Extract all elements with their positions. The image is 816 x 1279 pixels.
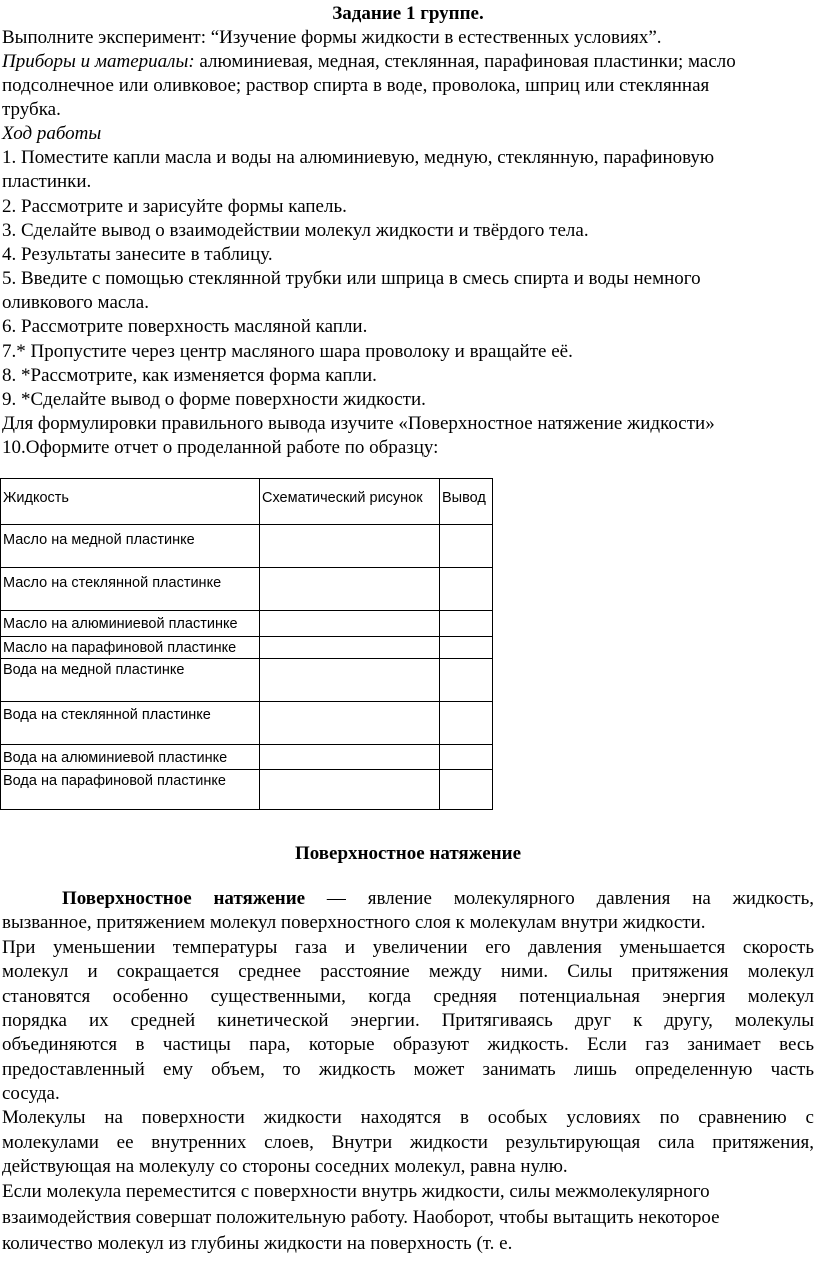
conclusion-cell [440, 568, 493, 611]
article-line: объединяются в частицы пара, которые образуют жидкость. Если газ занимает весь [2, 1034, 814, 1055]
table-row [1, 745, 493, 770]
drawing-cell [260, 525, 440, 568]
conclusion-cell [440, 611, 493, 637]
step-line: 6. Рассмотрите поверхность масляной капли. [2, 316, 368, 337]
drawing-cell [260, 770, 440, 810]
conclusion-cell [440, 770, 493, 810]
step-line: 10.Оформите отчет о проделанной работе по образцу: [2, 437, 439, 458]
drawing-cell [260, 568, 440, 611]
drawing-cell [260, 611, 440, 637]
procedure-label: Ход работы [2, 123, 102, 144]
table-row [1, 525, 493, 568]
liquid-cell: Вода на парафиновой пластинке [1, 770, 260, 810]
conclusion-cell [440, 702, 493, 745]
materials-line-2: подсолнечное или оливковое; раствор спирта в воде, проволока, шприц или стеклянная [2, 75, 710, 96]
step-line: 2. Рассмотрите и зарисуйте формы капель. [2, 196, 347, 217]
step-line: оливкового масла. [2, 292, 149, 313]
conclusion-cell [440, 637, 493, 659]
liquid-cell: Масло на стеклянной пластинке [1, 568, 260, 611]
conclusion-cell [440, 525, 493, 568]
report-table [0, 478, 493, 810]
article-line: молекулами ее внутренних слоев, Внутри жидкости результирующая сила притяжения, [2, 1132, 814, 1153]
drawing-cell [260, 702, 440, 745]
article-line: порядка их средней кинетической энергии. Притягиваясь друг к другу, молекулы [2, 1010, 814, 1031]
conclusion-cell [440, 745, 493, 770]
article-paragraph-1-line-2: вызванное, притяжением молекул поверхностного слоя к молекулам внутри жидкости. [2, 912, 706, 933]
table-header-row [1, 479, 493, 525]
article-line: Если молекула переместится с поверхности внутрь жидкости, силы межмолекулярного [2, 1181, 710, 1202]
article-line: действующая на молекулу со стороны соседних молекул, равна нулю. [2, 1156, 568, 1177]
step-line: 5. Введите с помощью стеклянной трубки или шприца в смесь спирта и воды немного [2, 268, 701, 289]
article-line: количество молекул из глубины жидкости на поверхность (т. е. [2, 1233, 513, 1254]
article-line: взаимодействия совершат положительную работу. Наоборот, чтобы вытащить некоторое [2, 1207, 720, 1228]
table-row [1, 568, 493, 611]
materials-label: Приборы и материалы: [2, 51, 195, 72]
step-line: 9. *Сделайте вывод о форме поверхности жидкости. [2, 389, 426, 410]
liquid-cell: Масло на медной пластинке [1, 525, 260, 568]
header-cell: Жидкость [1, 479, 260, 525]
liquid-cell: Вода на алюминиевой пластинке [1, 745, 260, 770]
drawing-cell [260, 659, 440, 702]
liquid-cell: Масло на алюминиевой пластинке [1, 611, 260, 637]
article-line: При уменьшении температуры газа и увеличении его давления уменьшается скорость [2, 937, 814, 958]
liquid-cell: Вода на медной пластинке [1, 659, 260, 702]
article-line: становятся особенно существенными, когда средняя потенциальная энергия молекул [2, 986, 814, 1007]
table-row [1, 611, 493, 637]
step-line: 8. *Рассмотрите, как изменяется форма капли. [2, 365, 377, 386]
materials-line-3: трубка. [2, 99, 61, 120]
term: Поверхностное натяжение [62, 888, 306, 909]
step-line: 1. Поместите капли масла и воды на алюминиевую, медную, стеклянную, парафиновую [2, 147, 715, 168]
liquid-cell: Вода на стеклянной пластинке [1, 702, 260, 745]
drawing-cell [260, 745, 440, 770]
section-title: Поверхностное натяжение [294, 843, 521, 864]
step-line: 4. Результаты занесите в таблицу. [2, 244, 273, 265]
step-line: 3. Сделайте вывод о взаимодействии молекул жидкости и твёрдого тела. [2, 220, 589, 241]
table-row [1, 659, 493, 702]
step-line: пластинки. [2, 171, 92, 192]
step-line: 7.* Пропустите через центр масляного шара проволоку и вращайте её. [2, 341, 573, 362]
table-row [1, 770, 493, 810]
article-line: Молекулы на поверхности жидкости находятся в особых условиях по сравнению с [2, 1107, 814, 1128]
liquid-cell: Масло на парафиновой пластинке [1, 637, 260, 659]
article-line: молекул и сокращается среднее расстояние между ними. Силы притяжения молекул [2, 961, 814, 982]
header-cell: Схематический рисунок [260, 479, 440, 525]
materials-text: алюминиевая, медная, стеклянная, парафиновая пластинки; масло [194, 51, 736, 72]
step-line: Для формулировки правильного вывода изучите «Поверхностное натяжение жидкости» [2, 413, 715, 434]
task-heading: Задание 1 группе. [332, 3, 484, 24]
drawing-cell [260, 637, 440, 659]
header-cell: Вывод [440, 479, 493, 525]
definition-text: — явление молекулярного давления на жидкость, [305, 888, 814, 909]
article-line: предоставленный ему объем, то жидкость может занимать лишь определенную часть [2, 1059, 814, 1080]
materials-line [2, 50, 736, 74]
table-row [1, 637, 493, 659]
conclusion-cell [440, 659, 493, 702]
table-row [1, 702, 493, 745]
experiment-line: Выполните эксперимент: “Изучение формы жидкости в естественных условиях”. [2, 27, 662, 48]
article-paragraph-1-line-1 [2, 887, 814, 911]
article-line: сосуда. [2, 1083, 60, 1104]
